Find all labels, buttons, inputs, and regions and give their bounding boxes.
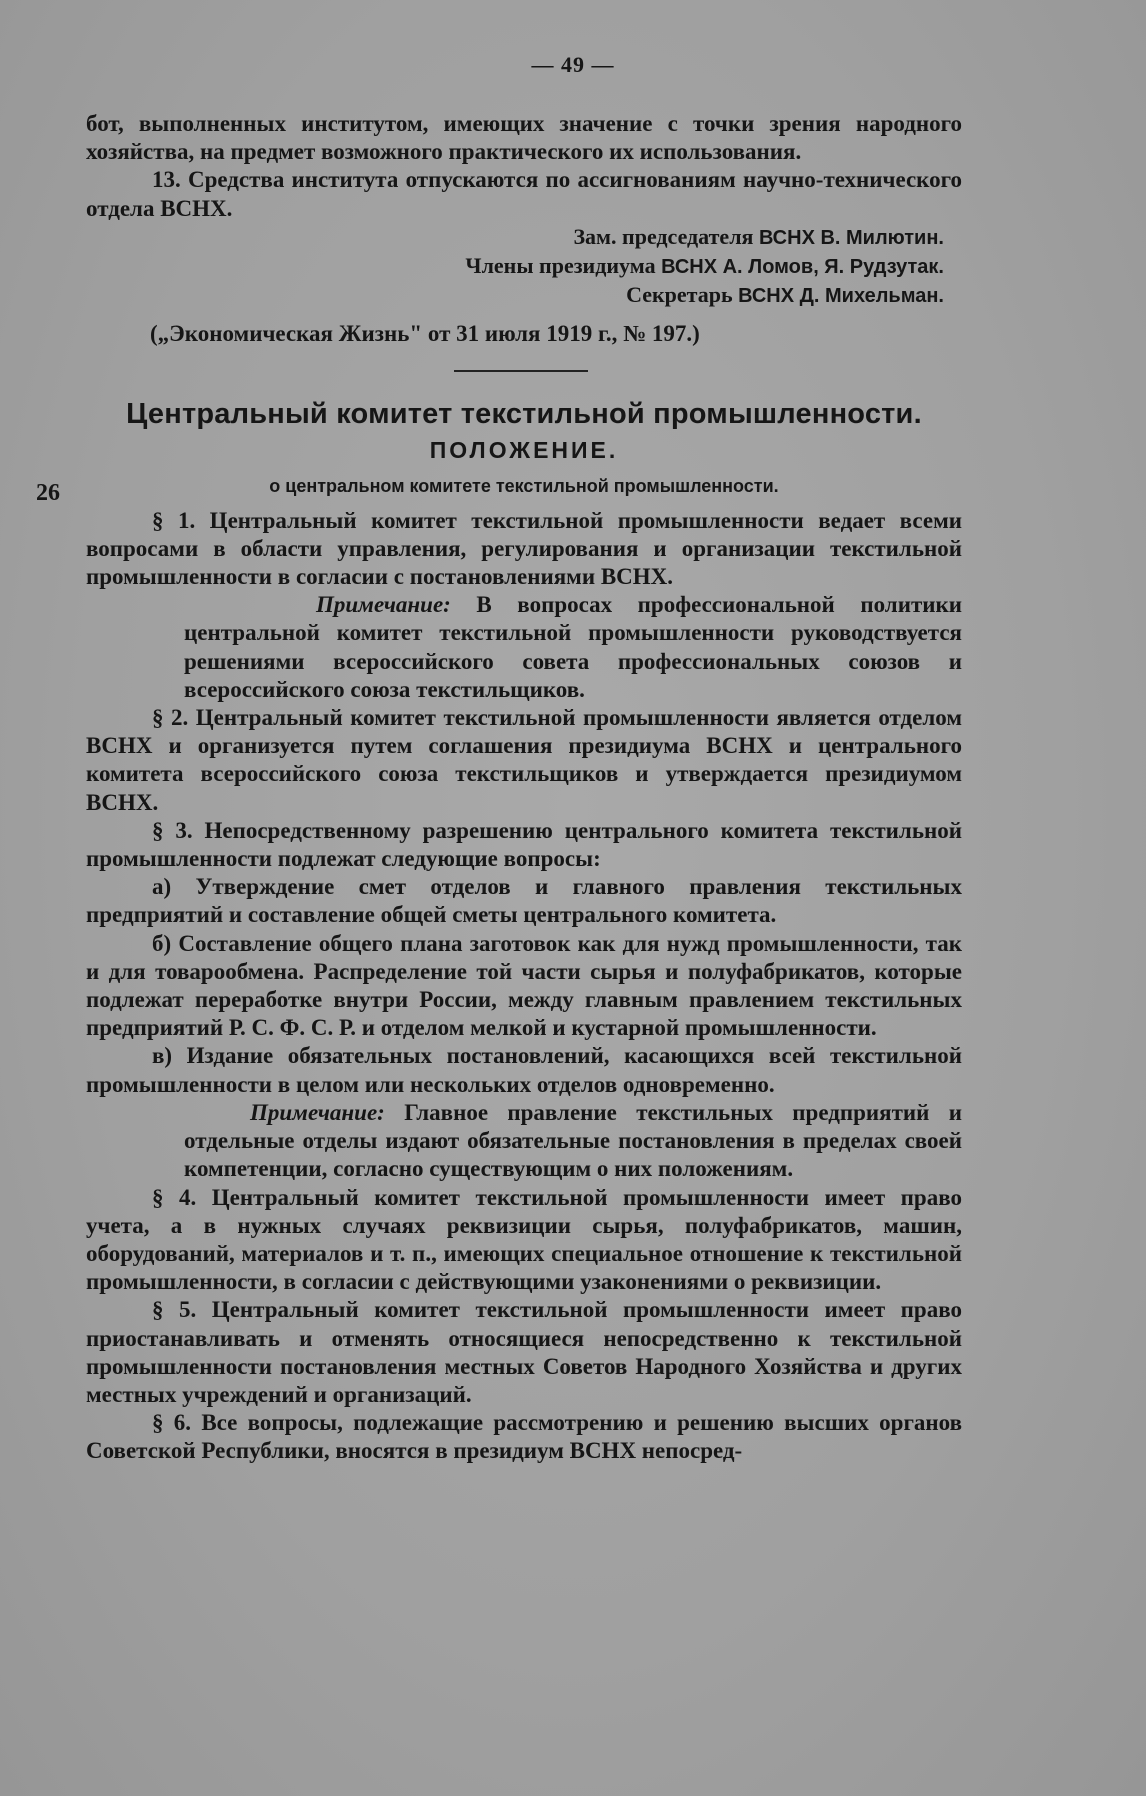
text-column (86, 110, 962, 1466)
signature-name: ВСНХ Д. Михельман. (738, 284, 944, 307)
signature-name: ВСНХ А. Ломов, Я. Рудзутак. (661, 255, 944, 278)
page-number: — 49 — (531, 52, 615, 77)
note-text: Главное правление текстильных предприятий и отдельные отделы издают обязательные постановления в пределах своей компетенции, согласно существующим о них положениям. (184, 1099, 962, 1182)
paragraph-3b: б) Составление общего плана заготовок как для нужд промышленности, так и для товарообмена. Распределение той части сырья и полуфабрикатов, которые подлежат переработке внутри России, между главным правлением текстильных предприятий Р. С. Ф. С. Р. и отделом мелкой и кустарной промышленности. (86, 930, 962, 1041)
signature-name: ВСНХ В. Милютин. (759, 226, 944, 249)
section-divider (454, 370, 588, 372)
paragraph-2: § 2. Центральный комитет текстильной промышленности является отделом ВСНХ и организуется путем соглашения президиума ВСНХ и центрального комитета всероссийского союза текстильщиков и утверждается президиумом ВСНХ. (86, 705, 962, 815)
note-1 (184, 591, 962, 704)
margin-number: 26 (36, 480, 60, 506)
intro-paragraph: бот, выполненных институтом, имеющих значение с точки зрения народного хозяйства, на предмет возможного практического их использования. (86, 111, 962, 165)
note-label: Примечание: (316, 592, 451, 618)
section-heading: Центральный комитет текстильной промышленности. (126, 398, 922, 431)
signature-block (86, 223, 962, 310)
document-subtitle: о центральном комитете текстильной промышленности. (269, 476, 779, 497)
document-title: ПОЛОЖЕНИЕ. (429, 437, 619, 464)
source-citation: („Экономическая Жизнь" от 31 июля 1919 г., № 197.) (150, 320, 700, 346)
paragraph-5: § 5. Центральный комитет текстильной промышленности имеет право приостанавливать и отменять относящиеся непосредственно к текстильной промышленности постановления местных Советов Народного Хозяйства и других местных учреждений и организаций. (86, 1297, 962, 1407)
intro-paragraph: 13. Средства института отпускаются по ассигнованиям научно-технического отдела ВСНХ. (86, 167, 962, 221)
paragraph-3c: в) Издание обязательных постановлений, касающихся всей текстильной промышленности в целом или нескольких отделов одновременно. (86, 1043, 962, 1097)
paragraph-4: § 4. Центральный комитет текстильной промышленности имеет право учета, а в нужных случаях реквизиции сырья, полуфабрикатов, машин, оборудований, материалов и т. п., имеющих специальное отношение к текстильной промышленности, в согласии с действующими узаконениями о реквизиции. (86, 1184, 962, 1295)
paragraph-6: § 6. Все вопросы, подлежащие рассмотрению и решению высших органов Советской Республики, вносятся в президиум ВСНХ непосред- (86, 1410, 962, 1464)
note-label: Примечание: (250, 1099, 385, 1125)
note-2 (184, 1099, 962, 1184)
paragraph-3a: а) Утверждение смет отделов и главного правления текстильных предприятий и составление общей сметы центрального комитета. (86, 874, 962, 928)
paragraph-1: § 1. Центральный комитет текстильной промышленности ведает всеми вопросами в области управления, регулирования и организации текстильной промышленности в согласии с постановлениями ВСНХ. (86, 507, 962, 590)
signature-line (86, 281, 944, 310)
paragraph-3: § 3. Непосредственному разрешению центрального комитета текстильной промышленности подлежат следующие вопросы: (86, 817, 962, 872)
signature-line (86, 223, 944, 252)
note-text: В вопросах профессиональной политики центральной комитет текстильной промышленности руководствуется решениями всероссийского совета профессиональных союзов и всероссийского союза текстильщиков. (184, 592, 962, 702)
signature-role: Члены президиума (465, 252, 656, 278)
signature-line (86, 252, 944, 281)
signature-role: Зам. председателя (573, 223, 754, 249)
signature-role: Секретарь (626, 281, 733, 307)
